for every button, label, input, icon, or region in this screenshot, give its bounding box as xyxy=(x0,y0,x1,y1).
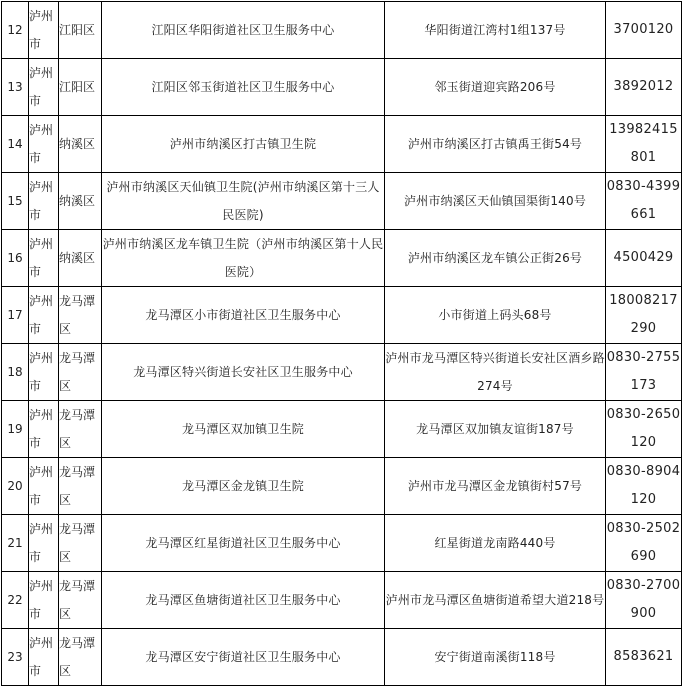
institution-name-cell: 龙马潭区特兴街道长安社区卫生服务中心 xyxy=(102,344,385,401)
address-cell: 小市街道上码头68号 xyxy=(385,287,606,344)
phone-cell: 13982415801 xyxy=(606,116,682,173)
institution-name-cell: 江阳区华阳街道社区卫生服务中心 xyxy=(102,2,385,59)
table-row xyxy=(2,59,682,116)
address-cell: 红星街道龙南路440号 xyxy=(385,515,606,572)
table-row xyxy=(2,344,682,401)
row-number: 15 xyxy=(2,173,29,230)
institution-name-cell: 龙马潭区小市街道社区卫生服务中心 xyxy=(102,287,385,344)
phone-cell: 0830-2502690 xyxy=(606,515,682,572)
table-row xyxy=(2,629,682,686)
row-number: 23 xyxy=(2,629,29,686)
row-number: 18 xyxy=(2,344,29,401)
row-number: 17 xyxy=(2,287,29,344)
phone-cell: 0830-8904120 xyxy=(606,458,682,515)
address-cell: 安宁街道南溪街118号 xyxy=(385,629,606,686)
table-row xyxy=(2,572,682,629)
address-cell: 泸州市龙马潭区特兴街道长安社区酒乡路274号 xyxy=(385,344,606,401)
institution-name-cell: 龙马潭区安宁街道社区卫生服务中心 xyxy=(102,629,385,686)
table-row xyxy=(2,116,682,173)
address-cell: 泸州市纳溪区天仙镇国渠街140号 xyxy=(385,173,606,230)
address-cell: 泸州市纳溪区打古镇禹王街54号 xyxy=(385,116,606,173)
institution-name-cell: 泸州市纳溪区天仙镇卫生院(泸州市纳溪区第十三人民医院) xyxy=(102,173,385,230)
district-cell: 龙马潭区 xyxy=(59,515,102,572)
district-cell: 纳溪区 xyxy=(59,173,102,230)
table-body xyxy=(2,2,682,686)
phone-cell: 8583621 xyxy=(606,629,682,686)
city-cell: 泸州市 xyxy=(29,59,59,116)
phone-cell: 0830-2700900 xyxy=(606,572,682,629)
row-number: 20 xyxy=(2,458,29,515)
row-number: 14 xyxy=(2,116,29,173)
district-cell: 龙马潭区 xyxy=(59,287,102,344)
institution-name-cell: 龙马潭区鱼塘街道社区卫生服务中心 xyxy=(102,572,385,629)
district-cell: 江阳区 xyxy=(59,59,102,116)
table-row xyxy=(2,401,682,458)
row-number: 12 xyxy=(2,2,29,59)
address-cell: 邻玉街道迎宾路206号 xyxy=(385,59,606,116)
phone-cell: 0830-2755173 xyxy=(606,344,682,401)
district-cell: 龙马潭区 xyxy=(59,401,102,458)
phone-cell: 3700120 xyxy=(606,2,682,59)
institution-name-cell: 江阳区邻玉街道社区卫生服务中心 xyxy=(102,59,385,116)
city-cell: 泸州市 xyxy=(29,458,59,515)
district-cell: 纳溪区 xyxy=(59,230,102,287)
row-number: 21 xyxy=(2,515,29,572)
city-cell: 泸州市 xyxy=(29,344,59,401)
table-row xyxy=(2,230,682,287)
phone-cell: 0830-4399661 xyxy=(606,173,682,230)
address-cell: 华阳街道江湾村1组137号 xyxy=(385,2,606,59)
institution-name-cell: 泸州市纳溪区打古镇卫生院 xyxy=(102,116,385,173)
city-cell: 泸州市 xyxy=(29,230,59,287)
institution-name-cell: 龙马潭区金龙镇卫生院 xyxy=(102,458,385,515)
phone-cell: 0830-2650120 xyxy=(606,401,682,458)
address-cell: 泸州市纳溪区龙车镇公正街26号 xyxy=(385,230,606,287)
city-cell: 泸州市 xyxy=(29,629,59,686)
institution-name-cell: 龙马潭区双加镇卫生院 xyxy=(102,401,385,458)
table-row xyxy=(2,173,682,230)
address-cell: 龙马潭区双加镇友谊街187号 xyxy=(385,401,606,458)
city-cell: 泸州市 xyxy=(29,2,59,59)
city-cell: 泸州市 xyxy=(29,401,59,458)
address-cell: 泸州市龙马潭区鱼塘街道希望大道218号 xyxy=(385,572,606,629)
district-cell: 龙马潭区 xyxy=(59,344,102,401)
institution-name-cell: 龙马潭区红星街道社区卫生服务中心 xyxy=(102,515,385,572)
district-cell: 龙马潭区 xyxy=(59,458,102,515)
row-number: 13 xyxy=(2,59,29,116)
table-row xyxy=(2,2,682,59)
row-number: 22 xyxy=(2,572,29,629)
city-cell: 泸州市 xyxy=(29,515,59,572)
city-cell: 泸州市 xyxy=(29,287,59,344)
health-center-table xyxy=(1,1,682,686)
table-row xyxy=(2,515,682,572)
city-cell: 泸州市 xyxy=(29,116,59,173)
district-cell: 龙马潭区 xyxy=(59,572,102,629)
row-number: 19 xyxy=(2,401,29,458)
table-row xyxy=(2,458,682,515)
address-cell: 泸州市龙马潭区金龙镇街村57号 xyxy=(385,458,606,515)
phone-cell: 3892012 xyxy=(606,59,682,116)
table-row xyxy=(2,287,682,344)
district-cell: 纳溪区 xyxy=(59,116,102,173)
row-number: 16 xyxy=(2,230,29,287)
phone-cell: 4500429 xyxy=(606,230,682,287)
city-cell: 泸州市 xyxy=(29,572,59,629)
phone-cell: 18008217290 xyxy=(606,287,682,344)
city-cell: 泸州市 xyxy=(29,173,59,230)
district-cell: 江阳区 xyxy=(59,2,102,59)
institution-name-cell: 泸州市纳溪区龙车镇卫生院（泸州市纳溪区第十人民医院） xyxy=(102,230,385,287)
district-cell: 龙马潭区 xyxy=(59,629,102,686)
